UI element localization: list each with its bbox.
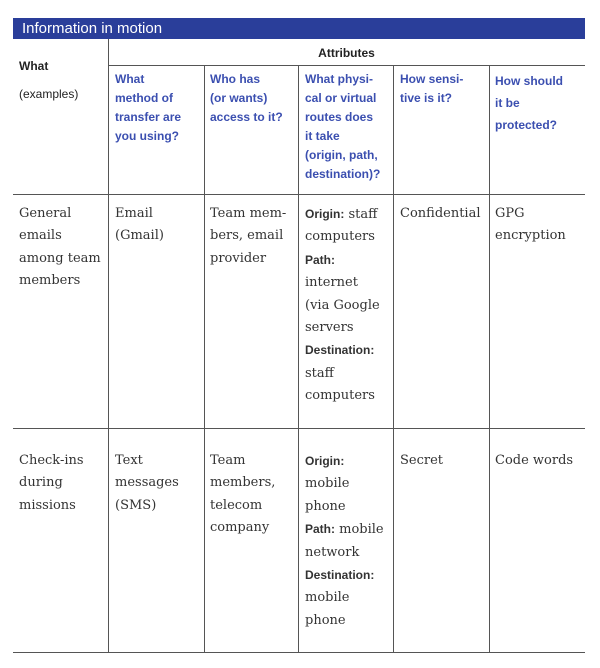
what-subheader: (examples) [19,87,79,101]
method-cell: Email (Gmail) [115,206,164,244]
origin-value: mobile phone [305,476,350,514]
divider [108,65,585,66]
destination-value: staff computers [305,365,375,404]
column-header-method: What method of transfer are you using? [115,72,182,143]
protection-cell: Code words [495,453,574,468]
divider [13,194,585,195]
path-value: internet (via Google servers [305,275,380,336]
what-cell: Check-ins during missions [19,453,84,513]
destination-label: Destination: [305,568,375,583]
method-cell: Text messages (SMS) [115,453,179,513]
divider [393,65,394,652]
sensitivity-cell: Secret [400,453,444,468]
what-cell: General emails among team members [19,206,101,289]
sensitivity-cell: Confidential [400,206,481,221]
access-cell: Team members, telecom company [210,453,276,536]
divider [108,39,109,652]
origin-label: Origin: [305,207,345,221]
routes-cell [305,203,380,408]
origin-label: Origin: [305,454,345,468]
column-header-access: Who has (or wants) access to it? [210,72,283,124]
destination-value: mobile phone [305,590,350,628]
destination-label: Destination: [305,343,375,358]
table-title: Information in motion [13,18,585,39]
column-header-sensitivity: How sensi- tive is it? [400,72,464,105]
what-header: What [19,59,49,73]
origin-value: staff computers [305,207,378,245]
divider [489,65,490,652]
divider [204,65,205,652]
column-header-routes: What physi- cal or virtual routes does it take (origin, path, destination)? [305,72,381,181]
column-header-protection: How should it be protected? [495,74,563,132]
divider [13,428,585,429]
access-cell: Team mem- bers, email provider [210,206,287,266]
attributes-header: Attributes [318,46,375,60]
divider [13,652,585,653]
path-label: Path: [305,252,335,267]
divider [298,65,299,652]
path-label: Path: [305,522,335,537]
routes-cell [305,450,384,632]
protection-cell: GPG encryption [495,206,566,244]
path-value: mobile network [305,522,384,560]
